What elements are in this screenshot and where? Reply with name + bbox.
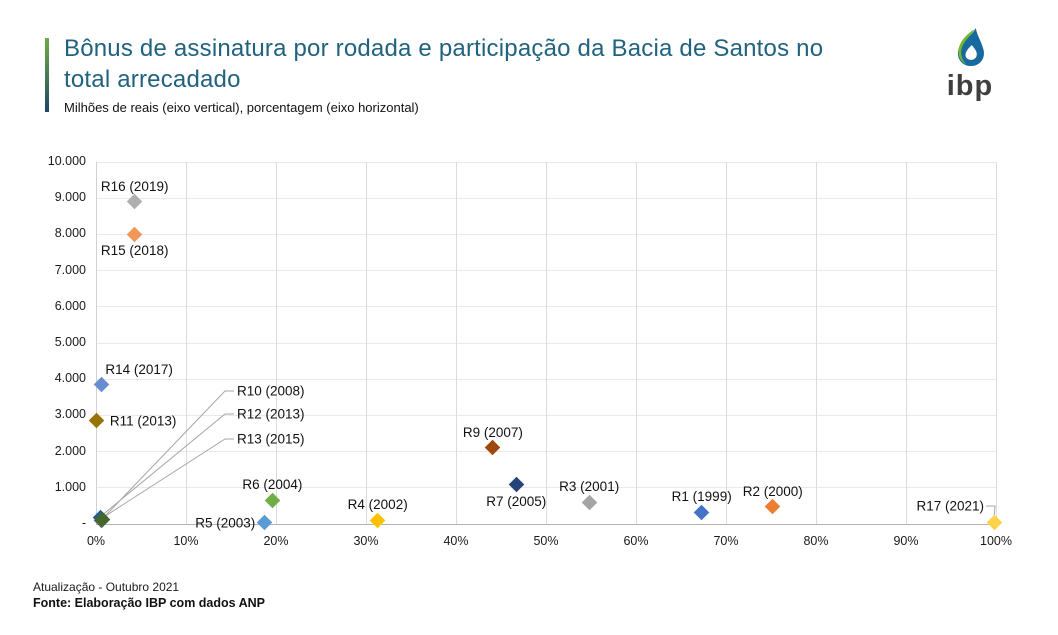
ibp-logo-text: ibp [946, 70, 994, 102]
point-marker-r17 [986, 515, 1002, 531]
point-label-r14: R14 (2017) [105, 361, 173, 377]
y-axis-tick-label: 1.000 [54, 479, 86, 494]
point-label-r15: R15 (2018) [100, 243, 169, 259]
point-label-r9: R9 (2007) [462, 424, 523, 440]
ibp-logo [933, 26, 1007, 108]
point-label-r5: R5 (2003) [195, 515, 256, 531]
point-marker-r15 [127, 227, 143, 243]
ibp-drop-icon [951, 26, 989, 75]
point-label-r11: R11 (2013) [109, 413, 177, 429]
gridline-x-50 [546, 162, 547, 524]
x-axis-tick-label: 80% [803, 534, 829, 548]
gridline-x-90 [906, 162, 907, 524]
point-marker-r2 [765, 499, 781, 515]
source-text: Fonte: Elaboração IBP com dados ANP [33, 596, 265, 610]
point-label-r6: R6 (2004) [242, 477, 303, 493]
y-axis-tick-label: 3.000 [54, 407, 86, 422]
point-marker-r16 [127, 194, 143, 210]
gridline-x-80 [816, 162, 817, 524]
point-marker-r7 [509, 477, 525, 493]
point-marker-r9 [485, 440, 501, 456]
title-accent-bar [45, 38, 49, 112]
chart-header [64, 33, 884, 115]
gridline-x-70 [726, 162, 727, 524]
point-label-r13: R13 (2015) [237, 431, 305, 447]
chart-subtitle: Milhões de reais (eixo vertical), porcentagem (eixo horizontal) [64, 100, 419, 115]
leader-line [103, 391, 234, 518]
point-marker-r4 [370, 513, 386, 529]
gridline-x-30 [366, 162, 367, 524]
x-axis-tick-label: 0% [86, 534, 106, 548]
point-label-r7: R7 (2005) [486, 493, 547, 509]
y-axis-tick-label: 9.000 [54, 190, 86, 205]
x-axis-tick-label: 30% [353, 534, 379, 548]
chart-footer [33, 580, 265, 610]
point-label-r2: R2 (2000) [742, 483, 803, 499]
x-axis-tick-label: 60% [623, 534, 649, 548]
x-axis-tick-label: 10% [173, 534, 199, 548]
y-axis-tick-label: 6.000 [54, 298, 86, 313]
gridline-x-40 [456, 162, 457, 524]
update-date-text: Atualização - Outubro 2021 [33, 580, 180, 594]
point-marker-r6 [265, 493, 281, 509]
y-axis-tick-label: 7.000 [54, 262, 86, 277]
x-axis-tick-label: 40% [443, 534, 469, 548]
x-axis-tick-label: 100% [980, 534, 1012, 548]
point-label-r4: R4 (2002) [347, 497, 408, 513]
gridline-x-0 [96, 162, 97, 524]
gridline-x-60 [636, 162, 637, 524]
point-label-r3: R3 (2001) [559, 479, 620, 495]
y-axis-tick-label: - [81, 516, 86, 530]
point-label-r17: R17 (2021) [916, 498, 984, 514]
point-marker-r3 [581, 494, 597, 510]
leader-line [103, 414, 235, 515]
x-axis-tick-label: 70% [713, 534, 739, 548]
point-label-r16: R16 (2019) [100, 178, 169, 194]
point-label-r10: R10 (2008) [237, 383, 305, 399]
point-marker-r5 [257, 515, 273, 531]
y-axis-tick-label: 4.000 [54, 371, 86, 386]
gridline-x-100 [996, 162, 997, 524]
plot-area [47, 154, 1012, 548]
y-axis-tick-label: 2.000 [54, 443, 86, 458]
point-label-r1: R1 (1999) [671, 489, 732, 505]
y-axis-tick-label: 5.000 [54, 335, 86, 349]
y-axis-tick-label: 10.000 [47, 154, 86, 168]
gridline-x-10 [186, 162, 187, 524]
chart-title: Bônus de assinatura por rodada e participação da Bacia de Santos no total arrecadado [64, 35, 824, 93]
point-label-r12: R12 (2013) [237, 406, 305, 422]
gridline-x-20 [276, 162, 277, 524]
x-axis-tick-label: 90% [893, 534, 919, 548]
point-marker-r1 [694, 505, 710, 521]
y-axis-tick-label: 8.000 [54, 226, 86, 241]
x-axis-tick-label: 50% [533, 534, 559, 548]
x-axis-tick-label: 20% [263, 534, 289, 548]
